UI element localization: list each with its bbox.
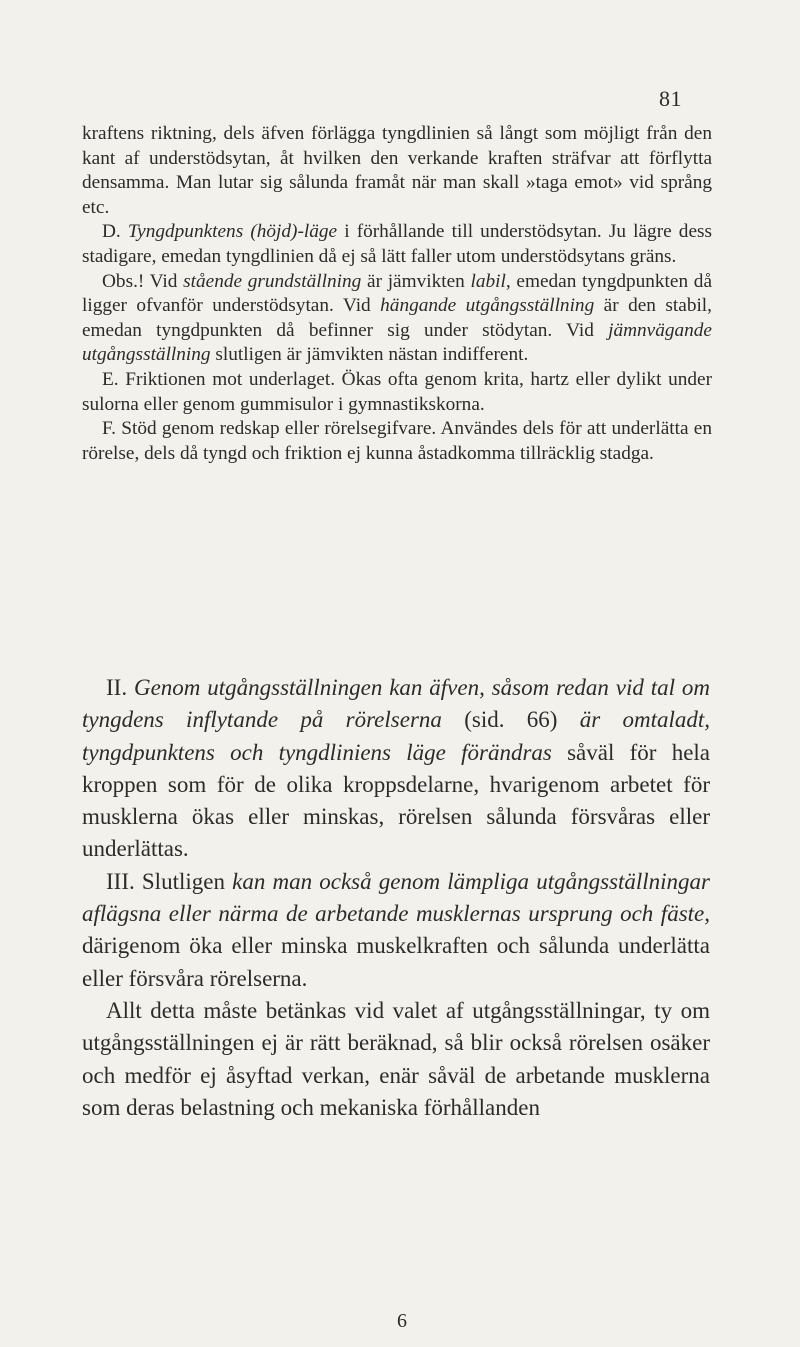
paragraph-ii-label: II. bbox=[106, 675, 128, 700]
page-number: 81 bbox=[659, 86, 682, 111]
paragraph-d-label: D. bbox=[102, 221, 121, 243]
paragraph-obs bbox=[82, 270, 712, 368]
obs-text-d: är den stabil, emedan tyngdpunkten då befinner sig under stödytan. Vid bbox=[82, 295, 712, 341]
paragraph-ii-text: såväl för hela kroppen som för de olika kroppsdelarne, hvarigenom arbetet för musklerna ökas eller minskas, rörelsen sålunda försvåras eller underlättas. bbox=[82, 739, 710, 862]
paragraph-iii bbox=[82, 866, 710, 995]
paragraph-final: Allt detta måste betänkas vid valet af utgångsställningar, ty om utgångsställningen ej är rätt beräknad, så blir också rörelsen osäker och medför ej åsyftad verkan, enär såväl de arbetande musklerna som deras belastning och mekaniska förhållanden bbox=[82, 997, 710, 1120]
paragraph-d-emphasis: Tyngdpunktens (höjd)-läge bbox=[127, 221, 338, 243]
paragraph-iii-label: III. Slutligen bbox=[106, 868, 225, 894]
paragraph-d bbox=[82, 220, 712, 269]
paragraph-ii bbox=[82, 672, 710, 866]
paragraph-iii-emphasis: kan man också genom lämpliga utgångsställningar aflägsna eller närma de arbetande musklernas ursprung och fäste, bbox=[82, 868, 711, 927]
obs-emphasis-4: jämnvägande utgångsställning bbox=[82, 319, 712, 366]
paragraph-ii-emphasis-1: Genom utgångsställningen kan äfven, såsom redan vid tal om tyngdens inflytande på rörelserna bbox=[82, 675, 710, 733]
paragraph-ii-ref: (sid. 66) bbox=[464, 707, 558, 733]
paragraph-e: E. Friktionen mot underlaget. Ökas ofta genom krita, hartz eller dylikt under sulorna eller genom gummisulor i gymnastikskorna. bbox=[82, 368, 712, 415]
paragraph-f: F. Stöd genom redskap eller rörelsegifvare. Användes dels för att underlätta en rörelse, dels då tyngd och friktion ej kunna åstadkomma tillräcklig stadga. bbox=[82, 418, 712, 464]
obs-emphasis-3: hängande utgångsställning bbox=[380, 295, 595, 317]
obs-emphasis-1: stående grundställning bbox=[183, 270, 362, 292]
obs-text-c: emedan tyngdpunkten då ligger ofvanför understödsytan. Vid bbox=[82, 270, 712, 317]
obs-emphasis-2: labil, bbox=[470, 270, 511, 292]
small-text-block bbox=[82, 122, 712, 466]
obs-text-a: Obs.! Vid bbox=[102, 270, 178, 292]
paragraph-ii-emphasis-2: är omtaladt, tyngdpunktens och tyngdliniens läge förändras bbox=[82, 707, 711, 765]
signature-mark: 6 bbox=[397, 1310, 407, 1332]
paragraph-continuation: kraftens riktning, dels äfven förlägga tyngdlinien så långt som möjligt från den kant af understödsytan, åt hvilken den verkande kraften sträfvar att förflytta densamma. Man lutar sig sålunda framåt när man skall »taga emot» vid språng etc. bbox=[82, 123, 712, 218]
obs-text-e: slutligen är jämvikten nästan indifferent. bbox=[215, 344, 529, 366]
paragraph-iii-text: därigenom öka eller minska muskelkraften och sålunda underlätta eller försvåra rörelserna. bbox=[82, 933, 710, 991]
large-text-block bbox=[82, 672, 710, 1124]
obs-text-b: är jämvikten bbox=[367, 270, 465, 292]
paragraph-d-text: i förhållande till understödsytan. Ju lägre dess stadigare, emedan tyngdlinien då ej så lätt faller utom understödsytans gräns. bbox=[82, 221, 713, 267]
